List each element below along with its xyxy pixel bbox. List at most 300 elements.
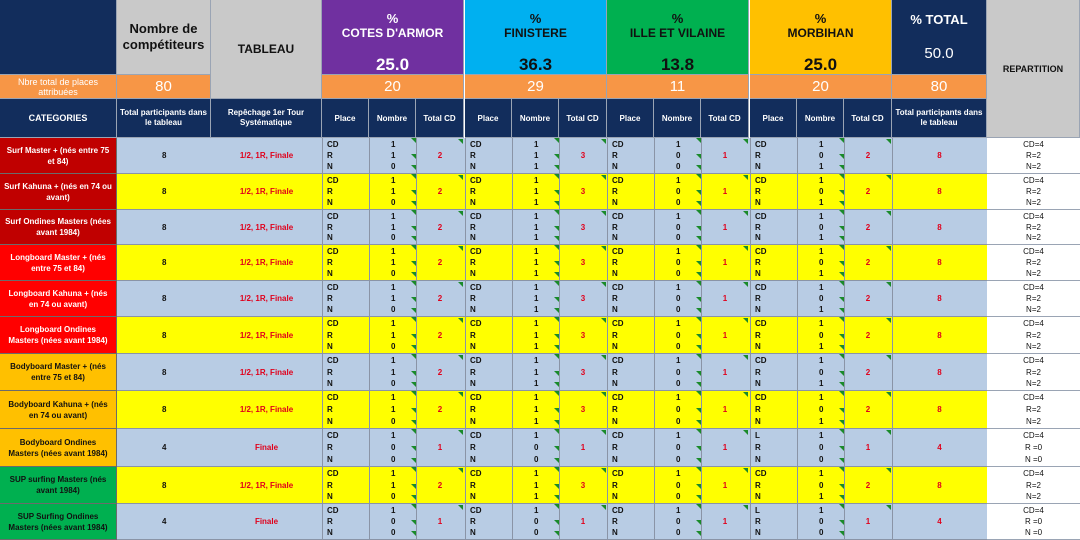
place-code[interactable]: N — [470, 233, 476, 242]
competitors-header[interactable] — [117, 0, 211, 75]
repartition-value[interactable]: N =0 — [1024, 455, 1043, 464]
region-places-cell-2[interactable] — [607, 75, 749, 99]
place-code[interactable]: R — [470, 294, 476, 303]
total-cd-value[interactable]: 2 — [865, 258, 871, 267]
nombre-value[interactable]: 1 — [534, 140, 539, 149]
participants-value[interactable]: 8 — [162, 330, 167, 340]
participants-right-header[interactable] — [892, 99, 987, 138]
total-participants-value[interactable]: 8 — [937, 330, 942, 340]
nombre-value[interactable]: 0 — [676, 480, 681, 490]
nombre-value[interactable]: 1 — [534, 393, 539, 402]
total-cd-value[interactable]: 3 — [580, 187, 586, 196]
place-code[interactable]: R — [327, 480, 333, 490]
participants-value[interactable]: 8 — [162, 294, 167, 303]
nombre-value[interactable]: 0 — [391, 443, 396, 452]
participants-value[interactable]: 8 — [162, 222, 167, 232]
nombre-value[interactable]: 1 — [819, 140, 824, 149]
region-header-0[interactable] — [322, 0, 464, 75]
place-code[interactable]: R — [470, 187, 476, 196]
nombre-value[interactable]: 0 — [676, 198, 681, 207]
nombre-value[interactable]: 0 — [676, 222, 681, 232]
place-code[interactable]: R — [470, 480, 476, 490]
place-code[interactable]: R — [470, 517, 476, 526]
category-cell[interactable] — [0, 317, 117, 354]
nombre-value[interactable]: 1 — [819, 198, 824, 207]
place-code[interactable]: CD — [470, 469, 482, 478]
repechage-value[interactable]: 1/2, 1R, Finale — [239, 294, 294, 303]
total-participants-value[interactable]: 4 — [937, 443, 942, 452]
nombre-value[interactable]: 0 — [534, 443, 539, 452]
place-code[interactable]: R — [327, 258, 333, 267]
nombre-value[interactable]: 1 — [391, 212, 396, 221]
region-places-cell-0[interactable] — [322, 75, 464, 99]
categories-header[interactable] — [0, 99, 117, 138]
nombre-value[interactable]: 1 — [534, 212, 539, 221]
place-code[interactable]: CD — [327, 319, 339, 328]
repechage-value[interactable]: 1/2, 1R, Finale — [239, 222, 294, 232]
place-code[interactable]: N — [327, 417, 333, 426]
repechage-value[interactable]: 1/2, 1R, Finale — [239, 258, 294, 267]
nombre-value[interactable]: 1 — [676, 393, 681, 402]
nombre-value[interactable]: 0 — [391, 269, 396, 278]
place-code[interactable]: CD — [612, 393, 624, 402]
place-code[interactable]: N — [327, 305, 333, 314]
place-code[interactable]: CD — [612, 140, 624, 149]
repartition-value[interactable]: CD=4 — [1023, 319, 1044, 328]
nombre-value[interactable]: 0 — [676, 455, 681, 464]
region-places-cell-1[interactable] — [465, 75, 607, 99]
place-code[interactable]: CD — [612, 356, 624, 365]
nombre-value[interactable]: 0 — [676, 258, 681, 267]
category-cell[interactable] — [0, 174, 117, 210]
nombre-value[interactable]: 1 — [391, 187, 396, 196]
place-code[interactable]: CD — [755, 176, 767, 185]
place-code[interactable]: CD — [327, 506, 339, 515]
nombre-value[interactable]: 1 — [534, 233, 539, 242]
place-code[interactable]: CD — [327, 393, 339, 402]
place-code[interactable]: N — [612, 492, 618, 501]
total-cd-value[interactable]: 3 — [580, 151, 586, 160]
place-code[interactable]: N — [755, 162, 761, 171]
nombre-value[interactable]: 1 — [676, 247, 681, 256]
repartition-value[interactable]: R=2 — [1026, 151, 1041, 160]
total-cd-value[interactable]: 1 — [722, 405, 728, 414]
total-participants-value[interactable]: 8 — [937, 367, 942, 377]
repartition-value[interactable]: CD=4 — [1023, 431, 1044, 440]
total-cd-value[interactable]: 1 — [865, 517, 871, 526]
place-code[interactable]: N — [755, 305, 761, 314]
nombre-value[interactable]: 0 — [391, 342, 396, 351]
nombre-value[interactable]: 0 — [676, 162, 681, 171]
repartition-header[interactable] — [987, 0, 1080, 138]
nombre-value[interactable]: 1 — [819, 305, 824, 314]
place-code[interactable]: CD — [470, 431, 482, 440]
sub-header-nombre[interactable] — [654, 99, 701, 138]
place-code[interactable]: CD — [612, 506, 624, 515]
nombre-value[interactable]: 0 — [819, 294, 824, 303]
nombre-value[interactable]: 0 — [534, 517, 539, 526]
nombre-value[interactable]: 1 — [391, 330, 396, 340]
place-code[interactable]: CD — [327, 469, 339, 478]
nombre-value[interactable]: 1 — [391, 356, 396, 365]
nombre-value[interactable]: 1 — [534, 480, 539, 490]
nombre-value[interactable]: 1 — [391, 480, 396, 490]
place-code[interactable]: N — [327, 455, 333, 464]
repartition-value[interactable]: N=2 — [1026, 492, 1041, 501]
sub-header-place[interactable] — [465, 99, 512, 138]
nombre-value[interactable]: 1 — [819, 162, 824, 171]
total-cd-value[interactable]: 1 — [722, 187, 728, 196]
nombre-value[interactable]: 0 — [819, 517, 824, 526]
place-code[interactable]: R — [327, 330, 333, 340]
place-code[interactable]: CD — [327, 212, 339, 221]
nombre-value[interactable]: 0 — [819, 455, 824, 464]
place-code[interactable]: L — [755, 431, 760, 440]
repartition-value[interactable]: N=2 — [1026, 233, 1041, 242]
place-code[interactable]: R — [470, 258, 476, 267]
nombre-value[interactable]: 1 — [534, 151, 539, 160]
total-participants-value[interactable]: 8 — [937, 258, 942, 267]
total-cd-value[interactable]: 1 — [722, 294, 728, 303]
nombre-value[interactable]: 0 — [819, 222, 824, 232]
category-cell[interactable] — [0, 467, 117, 504]
nombre-value[interactable]: 1 — [391, 176, 396, 185]
nombre-value[interactable]: 0 — [676, 528, 681, 537]
category-cell[interactable] — [0, 138, 117, 174]
place-code[interactable]: R — [327, 517, 333, 526]
total-cd-value[interactable]: 1 — [722, 443, 728, 452]
nombre-value[interactable]: 0 — [819, 528, 824, 537]
total-cd-value[interactable]: 1 — [722, 151, 728, 160]
nombre-value[interactable]: 0 — [391, 455, 396, 464]
place-code[interactable]: R — [612, 187, 618, 196]
category-cell[interactable] — [0, 245, 117, 281]
place-code[interactable]: N — [470, 162, 476, 171]
nombre-value[interactable]: 1 — [819, 506, 824, 515]
sub-header-total-cd[interactable] — [844, 99, 892, 138]
repartition-value[interactable]: N=2 — [1026, 162, 1041, 171]
nombre-value[interactable]: 1 — [391, 405, 396, 414]
place-code[interactable]: R — [612, 367, 618, 377]
participants-value[interactable]: 4 — [162, 443, 167, 452]
place-code[interactable]: CD — [470, 176, 482, 185]
nombre-value[interactable]: 0 — [676, 151, 681, 160]
place-code[interactable]: N — [327, 492, 333, 501]
nombre-value[interactable]: 0 — [676, 233, 681, 242]
participants-value[interactable]: 8 — [162, 480, 167, 490]
nombre-value[interactable]: 0 — [676, 443, 681, 452]
nombre-value[interactable]: 0 — [819, 443, 824, 452]
total-cd-value[interactable]: 2 — [865, 330, 871, 340]
place-code[interactable]: R — [327, 151, 333, 160]
nombre-value[interactable]: 1 — [391, 367, 396, 377]
place-code[interactable]: R — [755, 405, 761, 414]
total-cd-value[interactable]: 2 — [437, 187, 443, 196]
nombre-value[interactable]: 0 — [676, 305, 681, 314]
nombre-value[interactable]: 1 — [819, 319, 824, 328]
total-cd-value[interactable]: 2 — [865, 151, 871, 160]
nombre-value[interactable]: 0 — [391, 528, 396, 537]
place-code[interactable]: R — [327, 405, 333, 414]
nombre-value[interactable]: 1 — [676, 356, 681, 365]
total-cd-value[interactable]: 3 — [580, 222, 586, 232]
category-cell[interactable] — [0, 391, 117, 429]
total-cd-value[interactable]: 2 — [437, 405, 443, 414]
total-cd-value[interactable]: 1 — [580, 443, 586, 452]
place-code[interactable]: R — [470, 151, 476, 160]
repartition-value[interactable]: R=2 — [1026, 222, 1041, 232]
place-code[interactable]: N — [327, 528, 333, 537]
place-code[interactable]: N — [755, 342, 761, 351]
place-code[interactable]: CD — [470, 356, 482, 365]
nombre-value[interactable]: 1 — [534, 247, 539, 256]
nombre-value[interactable]: 1 — [534, 198, 539, 207]
nombre-value[interactable]: 1 — [391, 294, 396, 303]
place-code[interactable]: CD — [755, 283, 767, 292]
nombre-value[interactable]: 1 — [534, 162, 539, 171]
place-code[interactable]: R — [327, 367, 333, 377]
place-code[interactable]: CD — [612, 283, 624, 292]
place-code[interactable]: N — [612, 162, 618, 171]
total-cd-value[interactable]: 1 — [722, 258, 728, 267]
place-code[interactable]: CD — [327, 140, 339, 149]
nombre-value[interactable]: 1 — [534, 506, 539, 515]
total-cd-value[interactable]: 2 — [437, 367, 443, 377]
repartition-value[interactable]: R =0 — [1024, 443, 1043, 452]
region-places-cell-3[interactable] — [750, 75, 892, 99]
place-code[interactable]: R — [470, 330, 476, 340]
category-cell[interactable] — [0, 210, 117, 245]
participants-value[interactable]: 8 — [162, 367, 167, 377]
repartition-value[interactable]: R =0 — [1024, 517, 1043, 526]
total-participants-value[interactable]: 8 — [937, 222, 942, 232]
nombre-value[interactable]: 1 — [534, 294, 539, 303]
total-cd-value[interactable]: 2 — [437, 151, 443, 160]
place-code[interactable]: CD — [612, 176, 624, 185]
place-code[interactable]: R — [470, 222, 476, 232]
place-code[interactable]: N — [470, 269, 476, 278]
sub-header-place[interactable] — [750, 99, 797, 138]
nombre-value[interactable]: 1 — [534, 305, 539, 314]
place-code[interactable]: R — [755, 480, 761, 490]
nombre-value[interactable]: 1 — [676, 283, 681, 292]
place-code[interactable]: N — [612, 233, 618, 242]
sub-header-nombre[interactable] — [369, 99, 416, 138]
place-code[interactable]: R — [612, 151, 618, 160]
place-code[interactable]: CD — [470, 247, 482, 256]
place-code[interactable]: N — [327, 342, 333, 351]
total-cd-value[interactable]: 3 — [580, 258, 586, 267]
nombre-value[interactable]: 0 — [676, 417, 681, 426]
place-code[interactable]: R — [755, 151, 761, 160]
place-code[interactable]: R — [612, 222, 618, 232]
nombre-value[interactable]: 1 — [391, 140, 396, 149]
total-cd-value[interactable]: 2 — [865, 480, 871, 490]
total-cd-value[interactable]: 2 — [865, 187, 871, 196]
place-code[interactable]: CD — [755, 393, 767, 402]
category-cell[interactable] — [0, 429, 117, 467]
repechage-value[interactable]: 1/2, 1R, Finale — [239, 151, 294, 160]
repartition-value[interactable]: R=2 — [1026, 258, 1041, 267]
place-code[interactable]: N — [612, 269, 618, 278]
repartition-value[interactable]: CD=4 — [1023, 247, 1044, 256]
repechage-value[interactable]: Finale — [254, 443, 279, 452]
repartition-value[interactable]: N=2 — [1026, 342, 1041, 351]
nombre-value[interactable]: 0 — [819, 330, 824, 340]
repartition-value[interactable]: CD=4 — [1023, 393, 1044, 402]
repartition-value[interactable]: R=2 — [1026, 480, 1041, 490]
nombre-value[interactable]: 0 — [676, 517, 681, 526]
repartition-value[interactable]: N=2 — [1026, 417, 1041, 426]
repartition-value[interactable]: R=2 — [1026, 187, 1041, 196]
nombre-value[interactable]: 1 — [534, 187, 539, 196]
nombre-value[interactable]: 0 — [391, 492, 396, 501]
total-cd-value[interactable]: 2 — [437, 330, 443, 340]
place-code[interactable]: R — [612, 443, 618, 452]
place-code[interactable]: N — [612, 305, 618, 314]
nombre-value[interactable]: 1 — [676, 469, 681, 478]
repartition-value[interactable]: CD=4 — [1023, 140, 1044, 149]
nombre-value[interactable]: 1 — [819, 342, 824, 351]
sub-header-total-cd[interactable] — [701, 99, 749, 138]
total-cd-value[interactable]: 3 — [580, 330, 586, 340]
place-code[interactable]: R — [327, 443, 333, 452]
nombre-value[interactable]: 0 — [391, 162, 396, 171]
place-code[interactable]: CD — [755, 212, 767, 221]
sub-header-nombre[interactable] — [512, 99, 559, 138]
nombre-value[interactable]: 1 — [391, 469, 396, 478]
nombre-value[interactable]: 1 — [819, 469, 824, 478]
total-cd-value[interactable]: 1 — [722, 222, 728, 232]
nombre-value[interactable]: 0 — [676, 294, 681, 303]
total-cd-value[interactable]: 2 — [437, 258, 443, 267]
region-header-3[interactable] — [750, 0, 892, 75]
nombre-value[interactable]: 0 — [819, 258, 824, 267]
total-cd-value[interactable]: 1 — [580, 517, 586, 526]
total-cd-value[interactable]: 1 — [722, 367, 728, 377]
nombre-value[interactable]: 1 — [534, 330, 539, 340]
repartition-value[interactable]: R=2 — [1026, 367, 1041, 377]
repartition-value[interactable]: CD=4 — [1023, 212, 1044, 221]
nombre-value[interactable]: 0 — [391, 305, 396, 314]
nombre-value[interactable]: 1 — [391, 247, 396, 256]
total-cd-value[interactable]: 2 — [437, 480, 443, 490]
total-cd-value[interactable]: 2 — [437, 222, 443, 232]
total-cd-value[interactable]: 2 — [865, 405, 871, 414]
repartition-value[interactable]: CD=4 — [1023, 506, 1044, 515]
repartition-value[interactable]: R=2 — [1026, 330, 1041, 340]
total-cd-value[interactable]: 1 — [865, 443, 871, 452]
nombre-value[interactable]: 0 — [391, 233, 396, 242]
place-code[interactable]: R — [327, 294, 333, 303]
participants-value[interactable]: 4 — [162, 517, 167, 526]
nombre-value[interactable]: 1 — [676, 140, 681, 149]
place-code[interactable]: N — [755, 198, 761, 207]
place-code[interactable]: CD — [470, 140, 482, 149]
place-code[interactable]: CD — [612, 469, 624, 478]
total-cd-value[interactable]: 3 — [580, 405, 586, 414]
place-code[interactable]: N — [327, 162, 333, 171]
nombre-value[interactable]: 1 — [534, 258, 539, 267]
nombre-value[interactable]: 1 — [676, 319, 681, 328]
nombre-value[interactable]: 1 — [676, 431, 681, 440]
region-header-2[interactable] — [607, 0, 749, 75]
place-code[interactable]: N — [755, 269, 761, 278]
total-participants-value[interactable]: 8 — [937, 187, 942, 196]
place-code[interactable]: R — [612, 330, 618, 340]
repechage-value[interactable]: 1/2, 1R, Finale — [239, 405, 294, 414]
repartition-value[interactable]: CD=4 — [1023, 176, 1044, 185]
place-code[interactable]: CD — [755, 469, 767, 478]
total-cd-value[interactable]: 1 — [437, 443, 443, 452]
nombre-value[interactable]: 0 — [819, 367, 824, 377]
place-code[interactable]: CD — [755, 356, 767, 365]
place-code[interactable]: CD — [470, 319, 482, 328]
nombre-value[interactable]: 0 — [534, 455, 539, 464]
total-participants-value[interactable]: 8 — [937, 480, 942, 490]
participants-value[interactable]: 8 — [162, 187, 167, 196]
repartition-value[interactable]: R=2 — [1026, 294, 1041, 303]
place-code[interactable]: CD — [755, 319, 767, 328]
nombre-value[interactable]: 1 — [534, 319, 539, 328]
nombre-value[interactable]: 1 — [819, 492, 824, 501]
region-header-1[interactable] — [465, 0, 607, 75]
nombre-value[interactable]: 1 — [391, 283, 396, 292]
place-code[interactable]: N — [755, 455, 761, 464]
place-code[interactable]: R — [612, 480, 618, 490]
repartition-value[interactable]: CD=4 — [1023, 469, 1044, 478]
nombre-value[interactable]: 0 — [819, 187, 824, 196]
sub-header-total-cd[interactable] — [416, 99, 464, 138]
place-code[interactable]: N — [612, 417, 618, 426]
nombre-value[interactable]: 0 — [676, 379, 681, 388]
place-code[interactable]: L — [755, 506, 760, 515]
nombre-value[interactable]: 0 — [676, 269, 681, 278]
place-code[interactable]: R — [755, 258, 761, 267]
nombre-value[interactable]: 1 — [676, 176, 681, 185]
repartition-value[interactable]: CD=4 — [1023, 356, 1044, 365]
participants-value[interactable]: 8 — [162, 258, 167, 267]
place-code[interactable]: CD — [327, 431, 339, 440]
nombre-value[interactable]: 1 — [819, 233, 824, 242]
nombre-value[interactable]: 1 — [391, 506, 396, 515]
nombre-value[interactable]: 1 — [534, 379, 539, 388]
total-participants-value[interactable]: 4 — [937, 517, 942, 526]
place-code[interactable]: CD — [612, 247, 624, 256]
repartition-value[interactable]: N=2 — [1026, 305, 1041, 314]
repechage-value[interactable]: Finale — [254, 517, 279, 526]
place-code[interactable]: CD — [755, 247, 767, 256]
nombre-value[interactable]: 0 — [391, 379, 396, 388]
place-code[interactable]: CD — [470, 212, 482, 221]
nombre-value[interactable]: 1 — [534, 269, 539, 278]
nombre-value[interactable]: 0 — [819, 480, 824, 490]
participants-value[interactable]: 8 — [162, 405, 167, 414]
nombre-value[interactable]: 1 — [534, 222, 539, 232]
place-code[interactable]: N — [327, 233, 333, 242]
places-value-cell[interactable] — [117, 75, 211, 99]
nombre-value[interactable]: 1 — [391, 431, 396, 440]
place-code[interactable]: N — [755, 528, 761, 537]
total-participants-value[interactable]: 8 — [937, 405, 942, 414]
nombre-value[interactable]: 1 — [819, 212, 824, 221]
nombre-value[interactable]: 0 — [676, 405, 681, 414]
place-code[interactable]: N — [612, 342, 618, 351]
nombre-value[interactable]: 1 — [819, 379, 824, 388]
place-code[interactable]: CD — [327, 176, 339, 185]
places-label-cell[interactable] — [0, 75, 117, 99]
nombre-value[interactable]: 1 — [534, 431, 539, 440]
